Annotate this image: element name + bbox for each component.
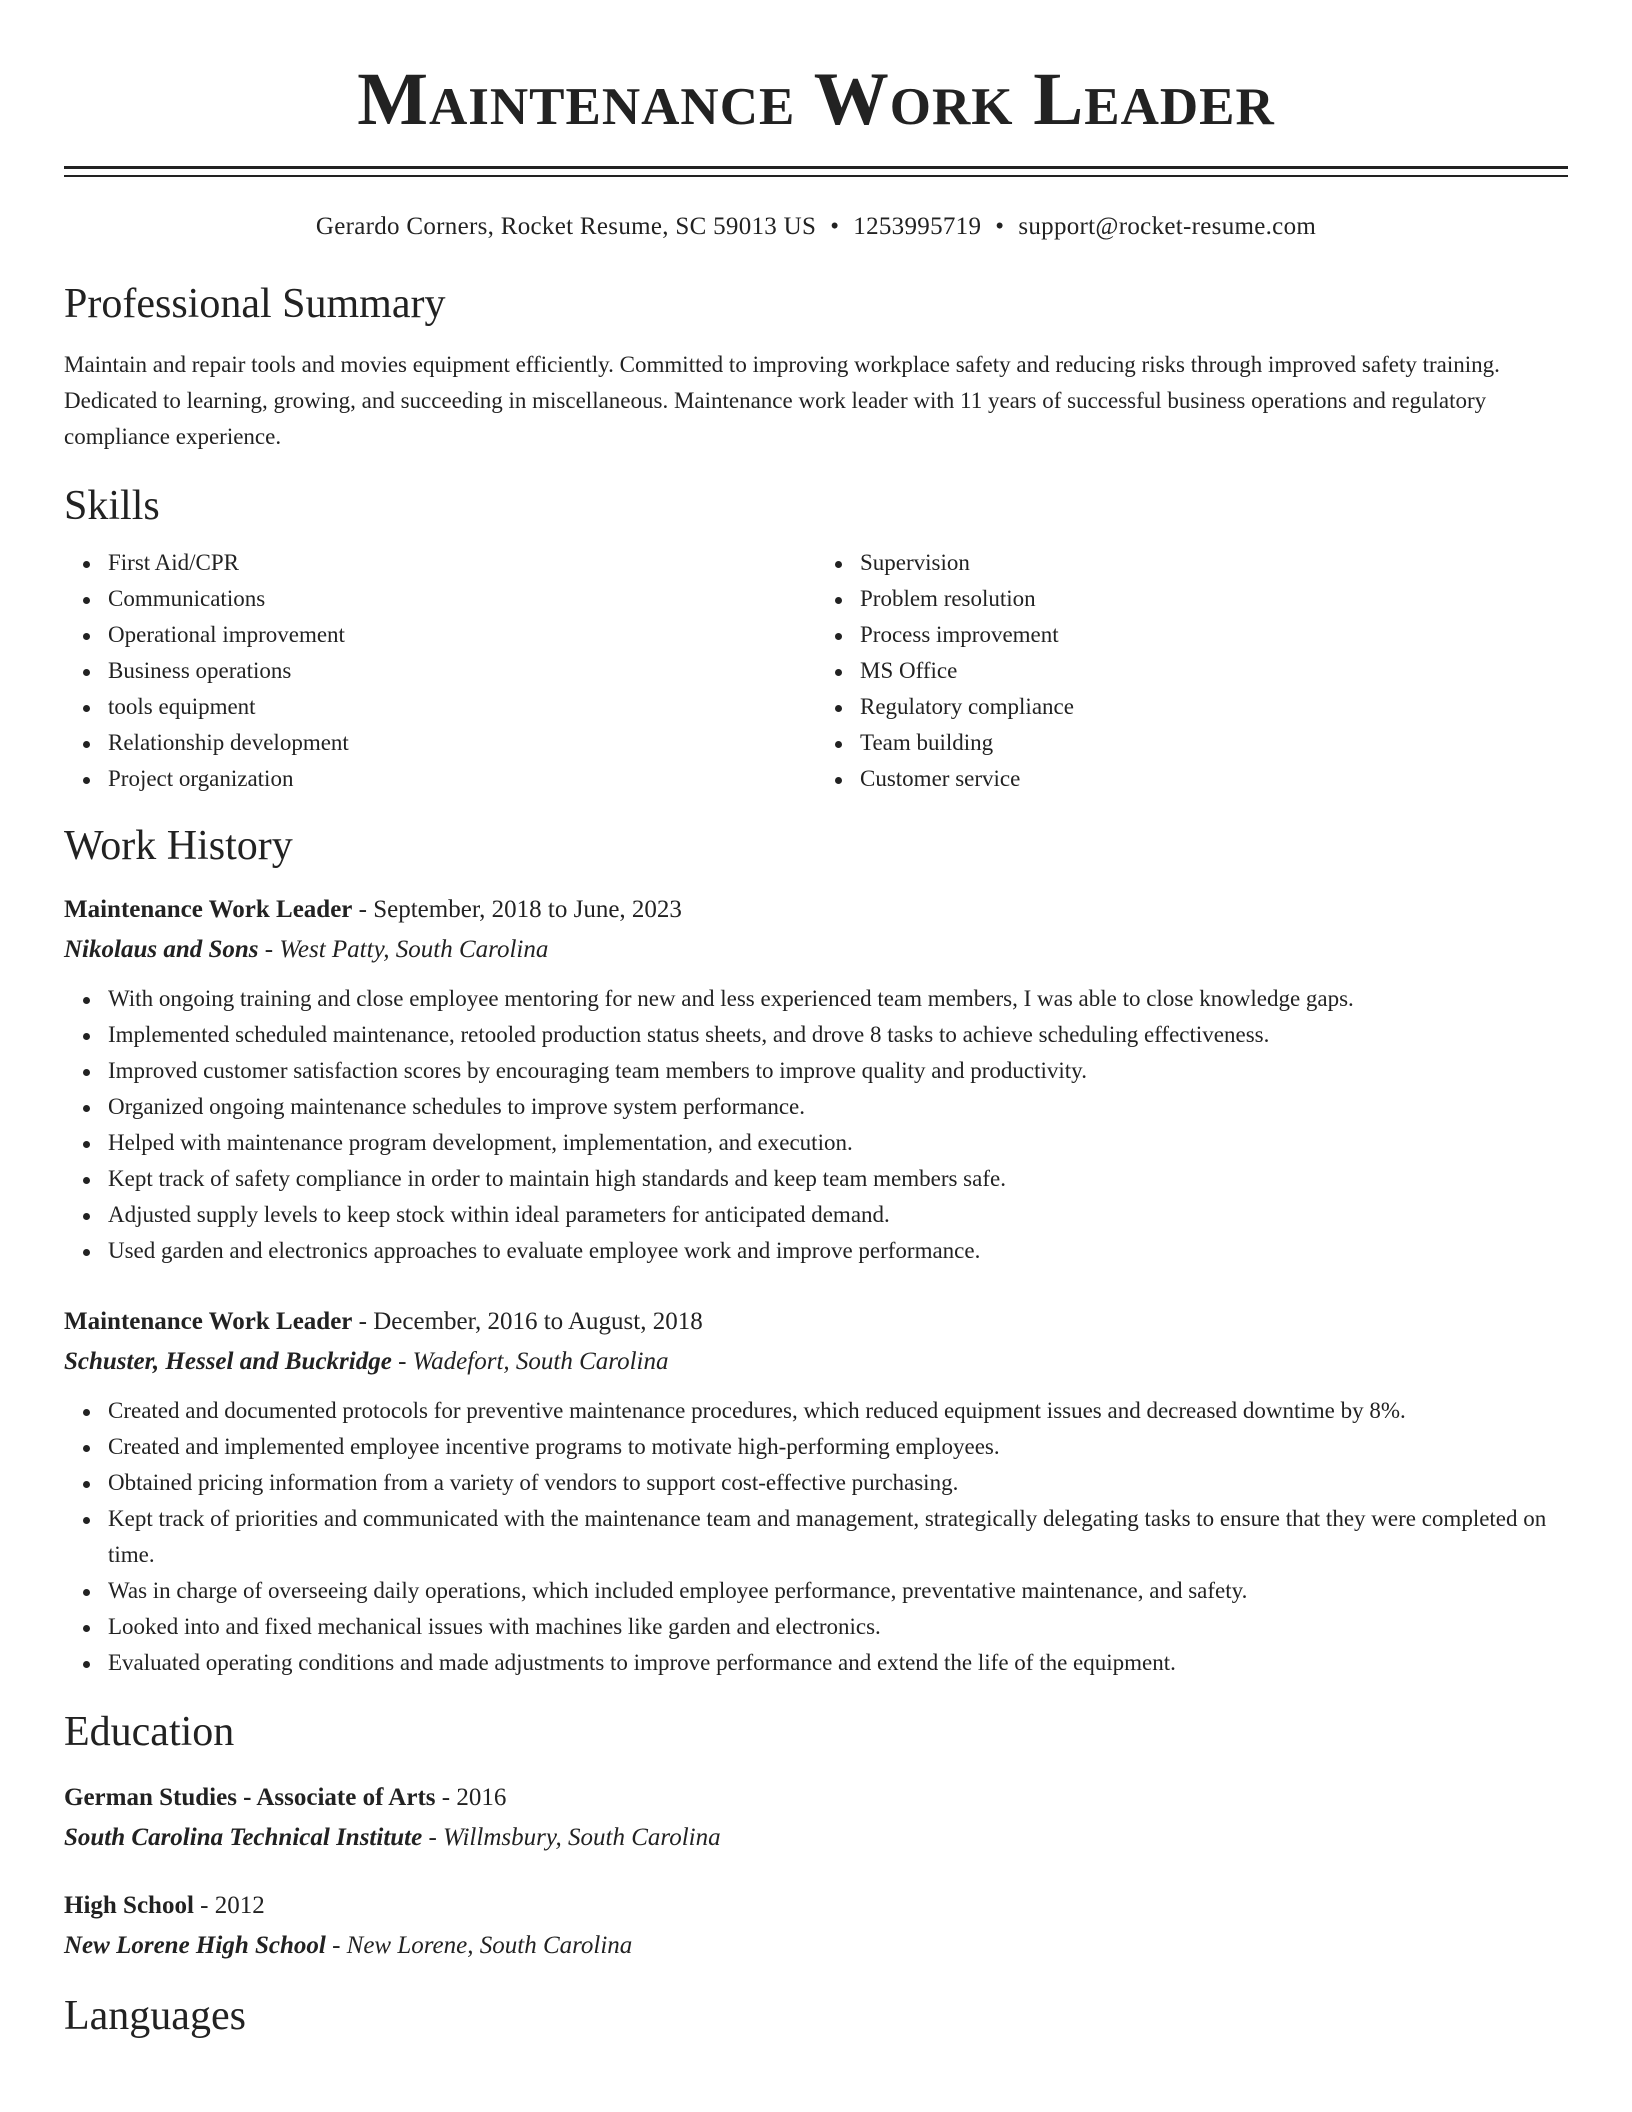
skill-item: Communications (108, 581, 816, 617)
job-employer-line (64, 931, 1568, 969)
job-bullet: Implemented scheduled maintenance, retooled production status sheets, and drove 8 tasks to achieve scheduling effectiveness. (108, 1017, 1568, 1053)
job-title-line (64, 891, 1568, 929)
job-bullet: Used garden and electronics approaches to evaluate employee work and improve performance. (108, 1233, 1568, 1269)
education-degree-line (64, 1779, 1568, 1817)
job-bullet: Was in charge of overseeing daily operations, which included employee performance, preventative maintenance, and safety. (108, 1573, 1568, 1609)
education-location: - Willmsbury, South Carolina (422, 1824, 721, 1851)
job-company: Schuster, Hessel and Buckridge (64, 1348, 392, 1375)
skill-item: Team building (860, 725, 1568, 761)
skill-item: Operational improvement (108, 617, 816, 653)
education-degree-line (64, 1887, 1568, 1925)
skill-item: Customer service (860, 761, 1568, 797)
job-bullet: Kept track of safety compliance in order to maintain high standards and keep team members safe. (108, 1161, 1568, 1197)
header-divider-thick (64, 166, 1568, 169)
summary-section (64, 279, 1568, 455)
resume-page (64, 0, 1568, 2041)
header-divider-thin (64, 175, 1568, 177)
job-location: - Wadefort, South Carolina (391, 1348, 669, 1375)
work-history-section (64, 821, 1568, 1681)
job-bullet: With ongoing training and close employee mentoring for new and less experienced team members, I was able to close knowledge gaps. (108, 981, 1568, 1017)
contact-separator: • (830, 213, 840, 240)
skills-list-right (816, 545, 1568, 797)
contact-email[interactable]: support@rocket-resume.com (1018, 213, 1317, 240)
education-heading: Education (64, 1709, 235, 1755)
education-degree: German Studies - Associate of Arts (64, 1784, 436, 1811)
education-school-line (64, 1927, 1568, 1965)
languages-heading: Languages (64, 1993, 246, 2039)
skill-item: Relationship development (108, 725, 816, 761)
job-bullet: Created and documented protocols for preventive maintenance procedures, which reduced equipment issues and decreased downtime by 8%. (108, 1393, 1568, 1429)
job-bullet: Adjusted supply levels to keep stock within ideal parameters for anticipated demand. (108, 1197, 1568, 1233)
resume-name: Maintenance Work Leader (357, 58, 1275, 141)
education-school: New Lorene High School (64, 1932, 326, 1959)
job-dates: - December, 2016 to August, 2018 (352, 1308, 703, 1335)
job-bullet: Improved customer satisfaction scores by encouraging team members to improve quality and productivity. (108, 1053, 1568, 1089)
skill-item: Problem resolution (860, 581, 1568, 617)
education-school: South Carolina Technical Institute (64, 1824, 423, 1851)
contact-separator: • (995, 213, 1005, 240)
contact-phone: 1253995719 (853, 213, 982, 240)
education-entry (64, 1779, 1568, 1857)
skills-heading: Skills (64, 483, 160, 529)
languages-section (64, 1991, 1568, 2041)
job-dates: - September, 2018 to June, 2023 (352, 896, 682, 923)
skill-item: MS Office (860, 653, 1568, 689)
skill-item: First Aid/CPR (108, 545, 816, 581)
skill-item: tools equipment (108, 689, 816, 725)
skill-item: Business operations (108, 653, 816, 689)
skill-item: Regulatory compliance (860, 689, 1568, 725)
education-school-line (64, 1819, 1568, 1857)
skills-section (64, 481, 1568, 797)
job-employer-line (64, 1343, 1568, 1381)
education-year: - 2012 (193, 1892, 265, 1919)
job-bullet: Created and implemented employee incentive programs to motivate high-performing employees. (108, 1429, 1568, 1465)
job-entry (64, 1303, 1568, 1681)
skill-item: Supervision (860, 545, 1568, 581)
contact-address: Gerardo Corners, Rocket Resume, SC 59013 US (315, 213, 817, 240)
skill-item: Project organization (108, 761, 816, 797)
job-position: Maintenance Work Leader (64, 1308, 353, 1335)
education-entry (64, 1887, 1568, 1965)
job-position: Maintenance Work Leader (64, 896, 353, 923)
job-bullet: Organized ongoing maintenance schedules to improve system performance. (108, 1089, 1568, 1125)
work-history-heading: Work History (64, 823, 293, 869)
summary-heading: Professional Summary (64, 281, 446, 327)
summary-text: Maintain and repair tools and movies equipment efficiently. Committed to improving workplace safety and reducing risks through improved safety training. Dedicated to learning, growing, and succeeding in miscellaneous. Maintenance work leader with 11 years of successful business operations and regulatory compliance experience. (64, 352, 1500, 449)
skills-list-left (64, 545, 816, 797)
job-bullet: Looked into and fixed mechanical issues with machines like garden and electronics. (108, 1609, 1568, 1645)
job-bullets (64, 1393, 1568, 1681)
job-title-line (64, 1303, 1568, 1341)
skills-columns (64, 545, 1568, 797)
skill-item: Process improvement (860, 617, 1568, 653)
job-company: Nikolaus and Sons (64, 936, 259, 963)
education-year: - 2016 (435, 1784, 507, 1811)
education-section (64, 1707, 1568, 1965)
education-location: - New Lorene, South Carolina (325, 1932, 633, 1959)
contact-line (64, 211, 1568, 243)
job-bullet: Evaluated operating conditions and made adjustments to improve performance and extend the life of the equipment. (108, 1645, 1568, 1681)
job-location: - West Patty, South Carolina (258, 936, 549, 963)
job-bullet: Helped with maintenance program development, implementation, and execution. (108, 1125, 1568, 1161)
job-bullet: Obtained pricing information from a variety of vendors to support cost-effective purchasing. (108, 1465, 1568, 1501)
education-degree: High School (64, 1892, 194, 1919)
job-entry (64, 891, 1568, 1269)
job-bullet: Kept track of priorities and communicated with the maintenance team and management, strategically delegating tasks to ensure that they were completed on time. (108, 1501, 1568, 1573)
job-bullets (64, 981, 1568, 1269)
